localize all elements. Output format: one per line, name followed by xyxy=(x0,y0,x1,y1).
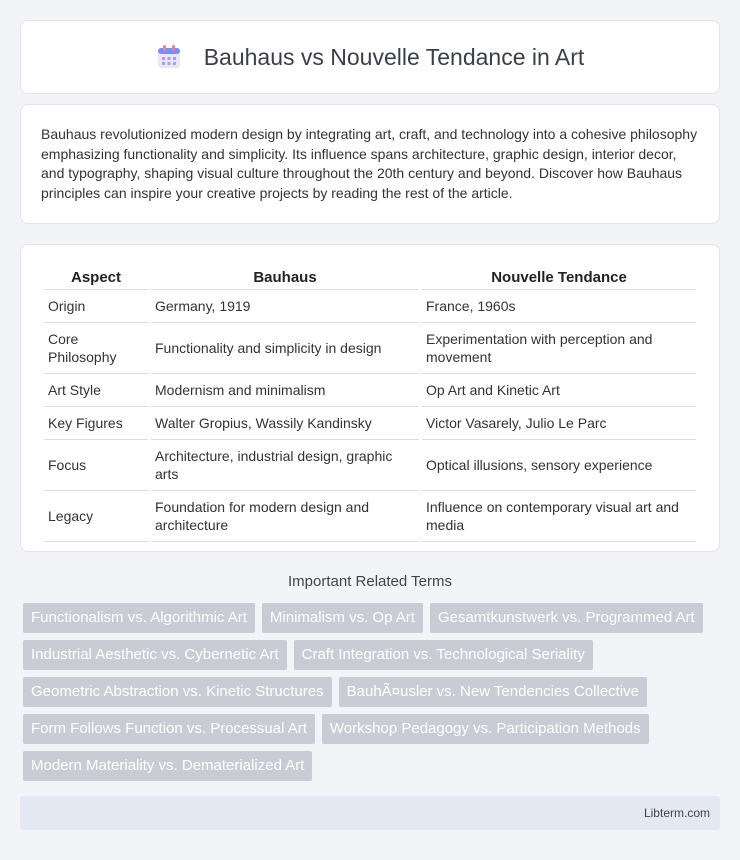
column-header: Nouvelle Tendance xyxy=(422,265,696,290)
table-row xyxy=(44,491,696,542)
table-cell: Key Figures xyxy=(44,407,148,440)
column-header: Aspect xyxy=(44,265,148,290)
column-header: Bauhaus xyxy=(151,265,419,290)
related-terms-title: Important Related Terms xyxy=(288,573,452,590)
related-term-tag[interactable]: BauhÃ¤usler vs. New Tendencies Collective xyxy=(339,677,647,707)
table-cell: Germany, 1919 xyxy=(151,290,419,323)
table-cell: Influence on contemporary visual art and media xyxy=(422,491,696,542)
table-cell: Foundation for modern design and architecture xyxy=(151,491,419,542)
related-term-tag[interactable]: Craft Integration vs. Technological Seriality xyxy=(294,640,593,670)
table-cell: Victor Vasarely, Julio Le Parc xyxy=(422,407,696,440)
table-row xyxy=(44,374,696,407)
table-cell: Art Style xyxy=(44,374,148,407)
footer-site-link[interactable]: Libterm.com xyxy=(643,806,710,820)
table-cell: France, 1960s xyxy=(422,290,696,323)
intro-card xyxy=(20,104,720,224)
related-term-tag[interactable]: Geometric Abstraction vs. Kinetic Structures xyxy=(23,677,332,707)
related-term-tag[interactable]: Form Follows Function vs. Processual Art xyxy=(23,714,315,744)
footer xyxy=(20,796,720,830)
related-term-tag[interactable]: Gesamtkunstwerk vs. Programmed Art xyxy=(430,603,703,633)
table-row xyxy=(44,290,696,323)
related-term-tag[interactable]: Modern Materiality vs. Dematerialized Art xyxy=(23,751,312,781)
table-cell: Functionality and simplicity in design xyxy=(151,323,419,374)
intro-text: Bauhaus revolutionized modern design by integrating art, craft, and technology into a cohesive philosophy emphasizing functionality and simplicity. Its influence spans architecture, graphic design, interior decor, and typography, shaping visual culture throughout the 20th century and beyond. Discover how Bauhaus principles can inspire your creative projects by reading the rest of the article. xyxy=(41,126,698,201)
comparison-table xyxy=(41,265,699,542)
related-term-tag[interactable]: Industrial Aesthetic vs. Cybernetic Art xyxy=(23,640,287,670)
table-cell: Architecture, industrial design, graphic arts xyxy=(151,440,419,491)
page-title: Bauhaus vs Nouvelle Tendance in Art xyxy=(203,43,585,70)
calendar-icon xyxy=(156,44,182,70)
related-term-tag[interactable]: Functionalism vs. Algorithmic Art xyxy=(23,603,255,633)
related-term-tag[interactable]: Minimalism vs. Op Art xyxy=(262,603,423,633)
table-cell: Focus xyxy=(44,440,148,491)
table-cell: Optical illusions, sensory experience xyxy=(422,440,696,491)
related-terms-list xyxy=(23,603,723,781)
table-cell: Walter Gropius, Wassily Kandinsky xyxy=(151,407,419,440)
table-cell: Modernism and minimalism xyxy=(151,374,419,407)
table-cell: Legacy xyxy=(44,491,148,542)
table-row xyxy=(44,407,696,440)
table-cell: Experimentation with perception and movement xyxy=(422,323,696,374)
table-cell: Core Philosophy xyxy=(44,323,148,374)
table-cell: Op Art and Kinetic Art xyxy=(422,374,696,407)
comparison-table-card xyxy=(20,244,720,552)
table-header-row xyxy=(44,265,696,290)
header-card xyxy=(20,20,720,94)
related-term-tag[interactable]: Workshop Pedagogy vs. Participation Methods xyxy=(322,714,649,744)
table-row xyxy=(44,323,696,374)
table-row xyxy=(44,440,696,491)
table-cell: Origin xyxy=(44,290,148,323)
